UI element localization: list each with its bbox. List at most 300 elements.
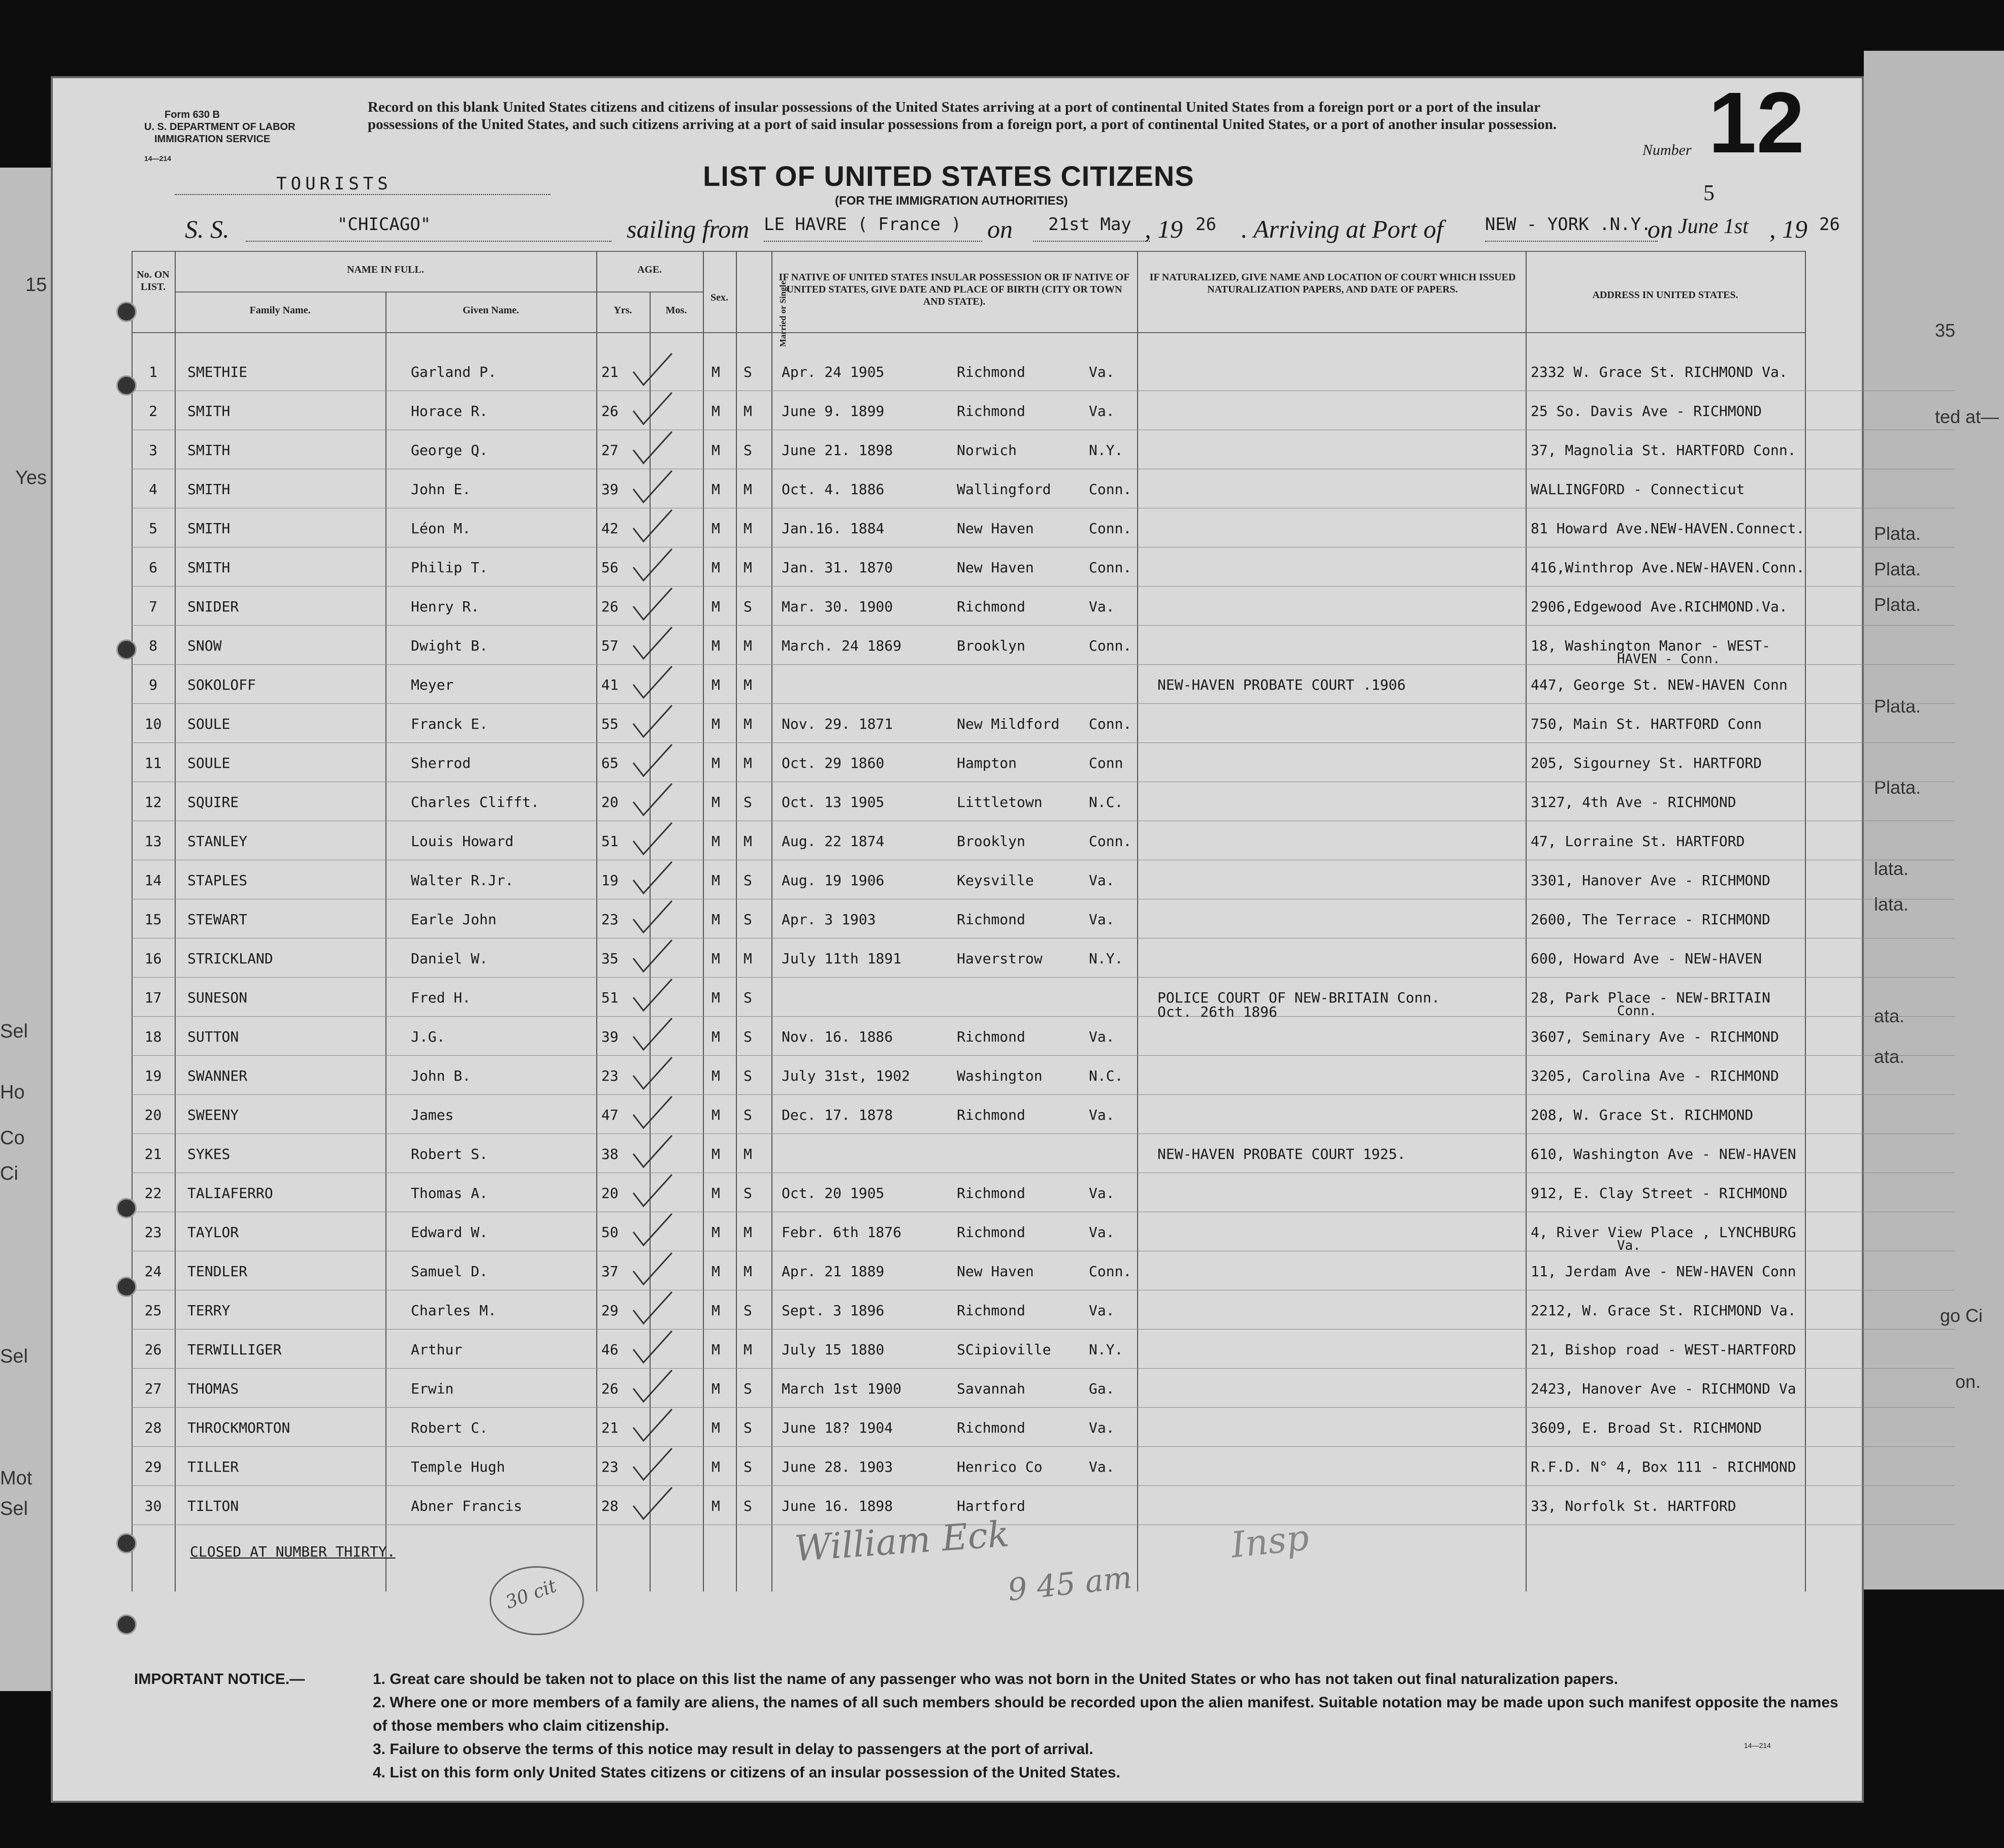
- row-rule: [132, 1055, 1955, 1056]
- address: R.F.D. N° 4, Box 111 - RICHMOND: [1531, 1458, 1796, 1475]
- address: 11, Jerdam Ave - NEW-HAVEN Conn: [1531, 1263, 1796, 1280]
- sex: M: [712, 1380, 720, 1397]
- birth-date: Apr. 24 1905: [782, 364, 885, 380]
- naturalization-court: NEW-HAVEN PROBATE COURT 1925.: [1157, 1146, 1406, 1162]
- row-number: 3: [149, 442, 157, 459]
- birth-state: Conn.: [1089, 637, 1132, 654]
- family-name: SYKES: [187, 1146, 231, 1162]
- birth-city: Littletown: [957, 794, 1043, 810]
- table-row: [53, 1369, 1866, 1408]
- birth-city: New Haven: [957, 520, 1034, 537]
- address: 28, Park Place - NEW-BRITAIN: [1531, 989, 1771, 1006]
- age-years: 51: [601, 833, 619, 850]
- family-name: SMITH: [187, 481, 231, 498]
- family-name: SQUIRE: [187, 794, 239, 810]
- given-name: Sherrod: [411, 755, 471, 771]
- check-mark-icon: [629, 939, 675, 975]
- given-name: Thomas A.: [411, 1185, 488, 1202]
- marital-status: S: [744, 1498, 752, 1514]
- year-prefix: , 19: [1145, 215, 1183, 243]
- instructions-text: Record on this blank United States citizens and citizens of insular possessions of the United States arriving at a port of continental United States from a foreign port or a port of the insular possessions of the United States, and such citizens arriving at a port of said insular possessions from a foreign port, a port of continental United States, or a port of another insular possession.: [368, 99, 1557, 133]
- arrival-year: 26: [1819, 214, 1840, 235]
- row-number: 8: [149, 637, 157, 654]
- birth-date: July 31st, 1902: [782, 1067, 910, 1084]
- family-name: TENDLER: [187, 1263, 248, 1280]
- birth-state: Conn: [1089, 755, 1123, 771]
- table-row: [53, 1408, 1866, 1447]
- check-mark-icon: [629, 470, 675, 505]
- address-line-2: Conn.: [1617, 1003, 1657, 1019]
- given-name: Charles M.: [411, 1302, 497, 1319]
- signature: William Eck: [793, 1513, 1011, 1570]
- birth-city: Hartford: [957, 1498, 1025, 1514]
- given-name: Louis Howard: [411, 833, 514, 850]
- column-header-mos: Mos.: [665, 305, 687, 316]
- row-number: 19: [144, 1067, 162, 1084]
- marital-status: S: [744, 1302, 752, 1319]
- birth-city: Richmond: [957, 1107, 1025, 1123]
- family-name: TILLER: [187, 1458, 239, 1475]
- voyage-line: [53, 214, 1866, 250]
- birth-city: Richmond: [957, 1224, 1025, 1241]
- check-mark-icon: [629, 1056, 675, 1092]
- right-strip-text: ata.: [1874, 1046, 1905, 1067]
- marital-status: M: [744, 637, 752, 654]
- column-header-no: No. ON LIST.: [137, 269, 170, 293]
- row-rule: [132, 1407, 1955, 1408]
- row-number: 26: [144, 1341, 162, 1358]
- punch-hole: [116, 1614, 137, 1635]
- family-name: SWANNER: [187, 1067, 248, 1084]
- table-row: [53, 1330, 1866, 1369]
- year-prefix: , 19: [1769, 215, 1807, 243]
- table-row: [53, 626, 1866, 665]
- family-name: STEWART: [187, 911, 248, 928]
- closed-note: CLOSED AT NUMBER THIRTY.: [190, 1543, 396, 1560]
- row-number: 2: [149, 403, 157, 419]
- row-number: 6: [149, 559, 157, 576]
- row-number: 12: [144, 794, 162, 810]
- arriving-label: . Arriving at Port of: [1241, 215, 1443, 243]
- given-name: Edward W.: [411, 1224, 488, 1241]
- given-name: Temple Hugh: [411, 1458, 505, 1475]
- birth-city: Richmond: [957, 1185, 1025, 1202]
- address: 2906,Edgewood Ave.RICHMOND.Va.: [1531, 598, 1788, 615]
- table-row: [53, 743, 1866, 782]
- form-number: Form 630 B: [165, 109, 220, 120]
- family-name: SMETHIE: [187, 364, 248, 380]
- address: 18, Washington Manor - WEST-: [1531, 637, 1771, 654]
- page-title: LIST OF UNITED STATES CITIZENS: [703, 160, 1194, 192]
- divider: [1485, 241, 1658, 242]
- sheet-number: 12: [1708, 75, 1805, 171]
- ship-name: "CHICAGO": [337, 214, 431, 235]
- birth-date: March. 24 1869: [782, 637, 902, 654]
- check-mark-icon: [629, 587, 675, 623]
- birth-city: New Haven: [957, 559, 1034, 576]
- punch-hole: [116, 1533, 137, 1553]
- birth-state: Va.: [1089, 911, 1115, 928]
- notice-label: IMPORTANT NOTICE.—: [134, 1671, 305, 1688]
- adjacent-page-right: [1864, 51, 2004, 1590]
- check-mark-icon: [629, 352, 675, 388]
- birth-city: Hampton: [957, 755, 1017, 771]
- birth-city: New Haven: [957, 1263, 1034, 1280]
- birth-city: Brooklyn: [957, 637, 1025, 654]
- marital-status: M: [744, 403, 752, 419]
- table-row: [53, 1213, 1866, 1251]
- address: 47, Lorraine St. HARTFORD: [1531, 833, 1745, 850]
- row-rule: [132, 586, 1955, 587]
- manifest-sheet: [51, 76, 1864, 1803]
- family-name: THROCKMORTON: [187, 1419, 290, 1436]
- check-mark-icon: [629, 900, 675, 935]
- given-name: Samuel D.: [411, 1263, 488, 1280]
- address: 21, Bishop road - WEST-HARTFORD: [1531, 1341, 1796, 1358]
- birth-date: June 28. 1903: [782, 1458, 893, 1475]
- given-name: Garland P.: [411, 364, 497, 380]
- marital-status: S: [744, 989, 752, 1006]
- birth-city: Norwich: [957, 442, 1017, 459]
- row-rule: [132, 1016, 1955, 1017]
- address: 3609, E. Broad St. RICHMOND: [1531, 1419, 1762, 1436]
- birth-city: Richmond: [957, 1028, 1025, 1045]
- given-name: J.G.: [411, 1028, 445, 1045]
- check-mark-icon: [629, 1213, 675, 1248]
- table-row: [53, 1447, 1866, 1486]
- birth-date: June 21. 1898: [782, 442, 893, 459]
- sailing-year: 26: [1195, 214, 1216, 235]
- row-number: 18: [144, 1028, 162, 1045]
- address: 4, River View Place , LYNCHBURG: [1531, 1224, 1796, 1241]
- birth-state: N.Y.: [1089, 950, 1123, 967]
- marital-status: M: [744, 755, 752, 771]
- page-number: 5: [1703, 180, 1715, 205]
- table-row: [53, 587, 1866, 626]
- birth-date: Dec. 17. 1878: [782, 1107, 893, 1123]
- marital-status: S: [744, 1458, 752, 1475]
- given-name: Dwight B.: [411, 637, 488, 654]
- birth-state: Conn.: [1089, 716, 1132, 732]
- row-number: 21: [144, 1146, 162, 1162]
- table-row: [53, 548, 1866, 587]
- birth-date: Apr. 3 1903: [782, 911, 876, 928]
- marital-status: S: [744, 911, 752, 928]
- family-name: SNIDER: [187, 598, 239, 615]
- address: 3205, Carolina Ave - RICHMOND: [1531, 1067, 1779, 1084]
- birth-city: Brooklyn: [957, 833, 1025, 850]
- right-strip-text: go Ci: [1940, 1305, 1983, 1326]
- address: WALLINGFORD - Connecticut: [1531, 481, 1745, 498]
- birth-date: July 11th 1891: [782, 950, 902, 967]
- check-mark-icon: [629, 978, 675, 1014]
- sex: M: [712, 598, 720, 615]
- arrival-date: June 1st: [1678, 215, 1749, 238]
- row-number: 28: [144, 1419, 162, 1436]
- age-years: 28: [601, 1498, 619, 1514]
- check-mark-icon: [629, 1486, 675, 1522]
- row-number: 1: [149, 364, 157, 380]
- age-years: 21: [601, 1419, 619, 1436]
- address-line-2: Va.: [1617, 1238, 1641, 1253]
- row-rule: [132, 625, 1955, 626]
- table-row: [53, 1095, 1866, 1134]
- punch-hole: [116, 1198, 137, 1218]
- birth-city: Richmond: [957, 403, 1025, 419]
- sailing-from-label: sailing from: [627, 215, 750, 243]
- birth-state: Va.: [1089, 1302, 1115, 1319]
- table-row: [53, 1252, 1866, 1290]
- family-name: STRICKLAND: [187, 950, 273, 967]
- sex: M: [712, 989, 720, 1006]
- family-name: TAYLOR: [187, 1224, 239, 1241]
- sex: M: [712, 676, 720, 693]
- sailing-date: 21st May: [1048, 214, 1132, 235]
- age-years: 23: [601, 1067, 619, 1084]
- family-name: STAPLES: [187, 872, 248, 889]
- notice-item: 1. Great care should be taken not to place on this list the name of any passenger who was not born in the United States or who has not taken out final naturalization papers.: [373, 1671, 1619, 1688]
- check-mark-icon: [629, 665, 675, 701]
- birth-date: Oct. 29 1860: [782, 755, 885, 771]
- family-name: SUTTON: [187, 1028, 239, 1045]
- sex: M: [712, 1419, 720, 1436]
- family-name: TILTON: [187, 1498, 239, 1514]
- birth-state: Conn.: [1089, 833, 1132, 850]
- address: 81 Howard Ave.NEW-HAVEN.Connect.: [1531, 520, 1805, 537]
- row-number: 15: [144, 911, 162, 928]
- table-rule: [175, 291, 703, 293]
- given-name: Philip T.: [411, 559, 488, 576]
- address: 3127, 4th Ave - RICHMOND: [1531, 794, 1736, 810]
- check-mark-icon: [629, 822, 675, 857]
- age-years: 37: [601, 1263, 619, 1280]
- birth-date: Oct. 4. 1886: [782, 481, 885, 498]
- row-number: 10: [144, 716, 162, 732]
- birth-state: Va.: [1089, 403, 1115, 419]
- birth-state: Va.: [1089, 1107, 1115, 1123]
- punch-hole: [116, 1277, 137, 1297]
- table-row: [53, 704, 1866, 743]
- birth-state: N.C.: [1089, 1067, 1123, 1084]
- family-name: SWEENY: [187, 1107, 239, 1123]
- divider: [1033, 241, 1150, 242]
- age-years: 21: [601, 364, 619, 380]
- marital-status: S: [744, 442, 752, 459]
- notice-item: 4. List on this form only United States citizens or citizens of an insular possession of the United States.: [373, 1764, 1120, 1781]
- marital-status: S: [744, 1107, 752, 1123]
- given-name: Henry R.: [411, 598, 479, 615]
- service: IMMIGRATION SERVICE: [154, 134, 271, 145]
- department: U. S. DEPARTMENT OF LABOR: [144, 121, 296, 133]
- sex: M: [712, 1067, 720, 1084]
- column-header-age: AGE.: [637, 264, 662, 275]
- address: 37, Magnolia St. HARTFORD Conn.: [1531, 442, 1796, 459]
- given-name: Robert S.: [411, 1146, 488, 1162]
- family-name: SMITH: [187, 403, 231, 419]
- age-years: 56: [601, 559, 619, 576]
- check-mark-icon: [629, 548, 675, 583]
- birth-city: Henrico Co: [957, 1458, 1043, 1475]
- table-row: [53, 1017, 1866, 1056]
- table-row: [53, 939, 1866, 978]
- row-rule: [132, 1368, 1955, 1369]
- row-number: 13: [144, 833, 162, 850]
- left-strip-text: Mot: [0, 1468, 33, 1489]
- sex: M: [712, 950, 720, 967]
- row-number: 11: [144, 755, 162, 771]
- age-years: 46: [601, 1341, 619, 1358]
- age-years: 26: [601, 1380, 619, 1397]
- marital-status: M: [744, 1224, 752, 1241]
- address: 33, Norfolk St. HARTFORD: [1531, 1498, 1736, 1514]
- row-number: 16: [144, 950, 162, 967]
- age-years: 35: [601, 950, 619, 967]
- table-row: [53, 431, 1866, 469]
- marital-status: M: [744, 559, 752, 576]
- right-strip-text: Plata.: [1874, 559, 1921, 579]
- marital-status: M: [744, 676, 752, 693]
- family-name: TERWILLIGER: [187, 1341, 282, 1358]
- table-row: [53, 509, 1866, 547]
- given-name: John B.: [411, 1067, 471, 1084]
- check-mark-icon: [629, 743, 675, 779]
- row-number: 17: [144, 989, 162, 1006]
- marital-status: S: [744, 872, 752, 889]
- given-name: Meyer: [411, 676, 454, 693]
- sex: M: [712, 794, 720, 810]
- naturalization-date: Oct. 26th 1896: [1157, 1003, 1278, 1020]
- birth-city: Richmond: [957, 1419, 1025, 1436]
- birth-city: Savannah: [957, 1380, 1025, 1397]
- marital-status: S: [744, 1067, 752, 1084]
- birth-state: Va.: [1089, 1028, 1115, 1045]
- left-strip-text: Ho: [0, 1082, 25, 1103]
- row-number: 7: [149, 598, 157, 615]
- row-rule: [132, 703, 1955, 704]
- row-number: 25: [144, 1302, 162, 1319]
- birth-state: Va.: [1089, 1185, 1115, 1202]
- address: 3301, Hanover Ave - RICHMOND: [1531, 872, 1771, 889]
- naturalization-court: POLICE COURT OF NEW-BRITAIN Conn.: [1157, 989, 1440, 1006]
- family-name: THOMAS: [187, 1380, 239, 1397]
- marital-status: S: [744, 1419, 752, 1436]
- birth-date: July 15 1880: [782, 1341, 885, 1358]
- table-row: [53, 1291, 1866, 1330]
- right-strip-text: Plata.: [1874, 696, 1921, 717]
- marital-status: M: [744, 481, 752, 498]
- birth-state: Va.: [1089, 364, 1115, 380]
- on-label-2: on: [1647, 215, 1673, 243]
- marital-status: S: [744, 364, 752, 380]
- birth-state: Va.: [1089, 1458, 1115, 1475]
- address: 600, Howard Ave - NEW-HAVEN: [1531, 950, 1762, 967]
- given-name: Horace R.: [411, 403, 488, 419]
- family-name: SMITH: [187, 520, 231, 537]
- column-header-address: ADDRESS IN UNITED STATES.: [1592, 289, 1738, 301]
- sex: M: [712, 1028, 720, 1045]
- birth-date: Oct. 20 1905: [782, 1185, 885, 1202]
- check-mark-icon: [629, 1408, 675, 1444]
- age-years: 26: [601, 403, 619, 419]
- birth-date: Nov. 16. 1886: [782, 1028, 893, 1045]
- table-row: [53, 352, 1866, 391]
- sex: M: [712, 1224, 720, 1241]
- column-header-yrs: Yrs.: [613, 305, 632, 316]
- birth-date: Nov. 29. 1871: [782, 716, 893, 732]
- right-strip-text: Plata.: [1874, 777, 1921, 798]
- right-strip-text: lata.: [1874, 894, 1909, 915]
- sex: M: [712, 755, 720, 771]
- birth-date: March 1st 1900: [782, 1380, 902, 1397]
- birth-state: Va.: [1089, 1224, 1115, 1241]
- birth-city: Richmond: [957, 1302, 1025, 1319]
- column-header-name: NAME IN FULL.: [347, 264, 424, 275]
- birth-state: Conn.: [1089, 559, 1132, 576]
- birth-state: N.Y.: [1089, 442, 1123, 459]
- birth-city: Richmond: [957, 598, 1025, 615]
- check-mark-icon: [629, 783, 675, 818]
- form-code: 14—214: [144, 154, 171, 163]
- birth-city: New Mildford: [957, 716, 1060, 732]
- table-row: [53, 392, 1866, 430]
- row-number: 5: [149, 520, 157, 537]
- marital-status: M: [744, 520, 752, 537]
- family-name: SNOW: [187, 637, 222, 654]
- age-years: 20: [601, 1185, 619, 1202]
- row-rule: [132, 977, 1955, 978]
- marital-status: M: [744, 833, 752, 850]
- birth-state: Conn.: [1089, 520, 1132, 537]
- row-number: 22: [144, 1185, 162, 1202]
- left-strip-text: Co: [0, 1127, 25, 1149]
- sex: M: [712, 1185, 720, 1202]
- table-rule: [132, 332, 1805, 333]
- birth-city: Keysville: [957, 872, 1034, 889]
- form-identifier: [144, 109, 295, 165]
- check-mark-icon: [629, 509, 675, 544]
- check-mark-icon: [629, 861, 675, 896]
- right-strip-text: Plata.: [1874, 523, 1921, 544]
- marital-status: M: [744, 950, 752, 967]
- family-name: SMITH: [187, 442, 231, 459]
- port-to: NEW - YORK .N.Y.: [1485, 214, 1652, 235]
- address: 205, Sigourney St. HARTFORD: [1531, 755, 1762, 771]
- sex: M: [712, 872, 720, 889]
- birth-state: N.C.: [1089, 794, 1123, 810]
- given-name: Robert C.: [411, 1419, 488, 1436]
- sex: M: [712, 559, 720, 576]
- sex: M: [712, 1498, 720, 1514]
- age-years: 42: [601, 520, 619, 537]
- address: 416,Winthrop Ave.NEW-HAVEN.Conn.: [1531, 559, 1805, 576]
- list-class-label: TOURISTS: [276, 174, 392, 194]
- birth-city: Washington: [957, 1067, 1043, 1084]
- row-number: 24: [144, 1263, 162, 1280]
- column-header-married: Married or Single.: [778, 278, 788, 347]
- column-header-sex: Sex.: [710, 292, 728, 303]
- column-header-given: Given Name.: [462, 305, 520, 316]
- marital-status: M: [744, 1341, 752, 1358]
- sex: M: [712, 1341, 720, 1358]
- birth-state: Ga.: [1089, 1380, 1115, 1397]
- right-strip-text: 35: [1935, 320, 1956, 341]
- age-years: 23: [601, 1458, 619, 1475]
- sex: M: [712, 520, 720, 537]
- birth-date: Jan. 31. 1870: [782, 559, 893, 576]
- row-rule: [132, 1329, 1955, 1330]
- birth-date: Aug. 22 1874: [782, 833, 885, 850]
- birth-city: Richmond: [957, 911, 1025, 928]
